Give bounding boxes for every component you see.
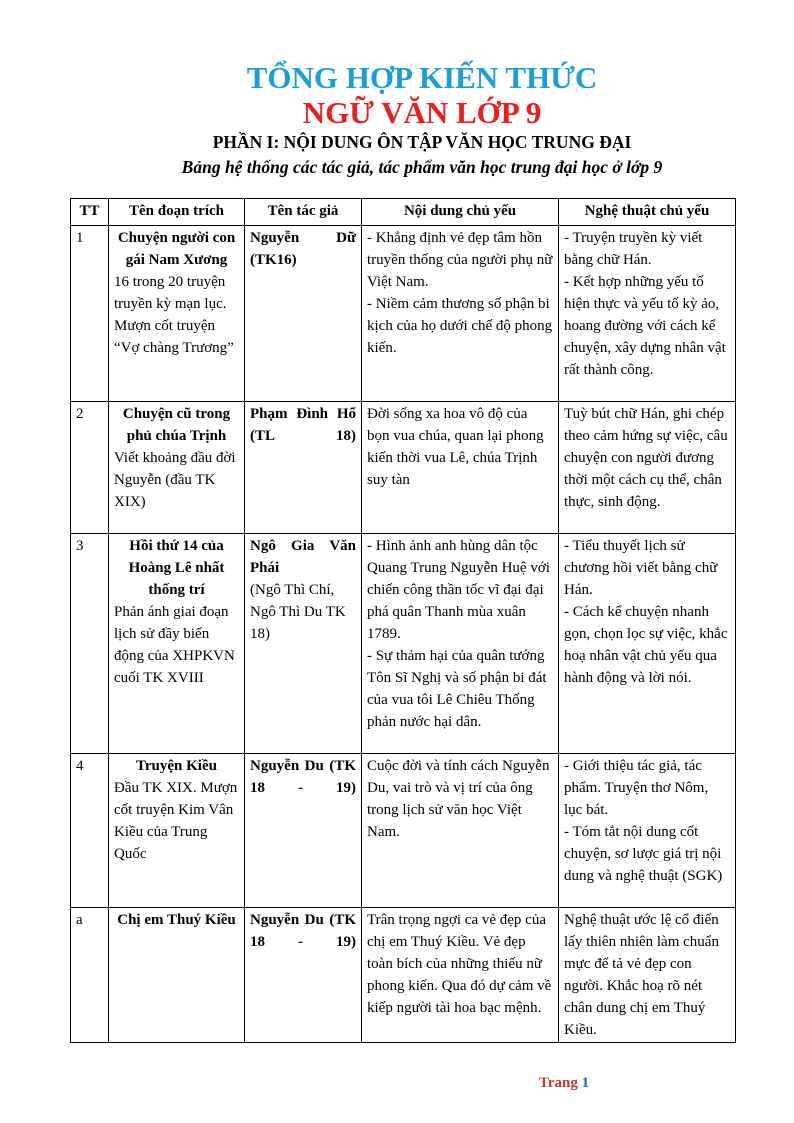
cell-author [245,226,362,402]
document-title-line-1: TỔNG HỢP KIẾN THỨC [246,60,598,95]
cell-author [245,402,362,534]
cell-work [109,534,245,754]
cell-art: - Truyện truyền kỳ viết bằng chữ Hán. - Kết hợp những yếu tố hiện thực và yếu tố kỳ ảo, hoang đường với cách kể chuyện, xây dựng nhân vật rất thành công. [559,226,736,402]
literature-summary-table [70,198,736,1043]
section-heading: PHẦN I: NỘI DUNG ÔN TẬP VĂN HỌC TRUNG ĐẠI [212,132,632,152]
work-title: Chị em Thuý Kiều [117,912,236,928]
cell-art: - Tiểu thuyết lịch sử chương hồi viết bằng chữ Hán. - Cách kể chuyện nhanh gọn, chọn lọc sự việc, khắc hoạ nhân vật chủ yếu qua hành động và lời nói. [559,534,736,754]
cell-work [109,402,245,534]
table-caption: Bảng hệ thống các tác giả, tác phẩm văn học trung đại học ở lớp 9 [181,157,663,177]
work-note: Đầu TK XIX. Mượn cốt truyện Kim Vân Kiều của Trung Quốc [114,780,238,862]
document-title-line-2: NGỮ VĂN LỚP 9 [302,95,542,130]
cell-author [245,754,362,908]
work-note: 16 trong 20 truyện truyền kỳ mạn lục. Mượn cốt truyện “Vợ chàng Trương” [114,274,234,356]
cell-work [109,754,245,908]
author-name: Ngô Gia Văn Phái [250,538,356,576]
cell-content: - Khẳng định vẻ đẹp tâm hồn truyền thống của người phụ nữ Việt Nam. - Niềm cảm thương số phận bi kịch của họ dưới chế độ phong kiến. [362,226,559,402]
page-label: Trang [539,1075,578,1091]
table-row [71,908,736,1043]
table-row [71,226,736,402]
cell-content: Cuộc đời và tính cách Nguyễn Du, vai trò và vị trí của ông trong lịch sử văn học Việt Nam. [362,754,559,908]
table-row [71,754,736,908]
work-note: Phản ánh giai đoạn lịch sử đầy biến động của XHPKVN cuối TK XVIII [114,604,235,686]
cell-work [109,226,245,402]
cell-tt: 2 [71,402,109,534]
header-art: Nghệ thuật chủ yếu [559,199,736,226]
header-content: Nội dung chủ yếu [362,199,559,226]
work-note: Viết khoảng đầu đời Nguyễn (đầu TK XIX) [114,450,236,510]
cell-tt: 1 [71,226,109,402]
author-name: Nguyễn Du (TK 18 - 19) [250,912,356,950]
cell-art: Tuỳ bút chữ Hán, ghi chép theo cảm hứng sự việc, câu chuyện con người đương thời một cách cụ thể, chân thực, sinh động. [559,402,736,534]
cell-author [245,534,362,754]
page-footer [539,1075,589,1092]
cell-tt: a [71,908,109,1043]
work-title: Chuyện cũ trong phủ chúa Trịnh [122,406,231,444]
cell-content: - Hình ảnh anh hùng dân tộc Quang Trung Nguyễn Huệ với chiến công thần tốc vĩ đại đại phá quân Thanh mùa xuân 1789. - Sự thảm hại của quân tướng Tôn Sĩ Nghị và số phận bi đát của vua tôi Lê Chiêu Thống phản nước hại dân. [362,534,559,754]
work-title: Truyện Kiều [136,758,217,774]
cell-content: Đời sống xa hoa vô độ của bọn vua chúa, quan lại phong kiến thời vua Lê, chúa Trịnh suy tàn [362,402,559,534]
work-title: Chuyện người con gái Nam Xương [117,230,236,268]
cell-content: Trân trọng ngợi ca vẻ đẹp của chị em Thuý Kiều. Vẻ đẹp toàn bích của những thiếu nữ phong kiến. Qua đó dự cảm về kiếp người tài hoa bạc mệnh. [362,908,559,1043]
cell-art: Nghệ thuật ước lệ cổ điển lấy thiên nhiên làm chuẩn mực để tả vẻ đẹp con người. Khắc hoạ rõ nét chân dung chị em Thuý Kiều. [559,908,736,1043]
table-row [71,402,736,534]
author-name: Nguyễn Dữ (TK16) [250,230,356,268]
table-header-row [71,199,736,226]
header-author: Tên tác giả [245,199,362,226]
work-title: Hồi thứ 14 của Hoàng Lê nhất thống trí [128,538,225,598]
table-row [71,534,736,754]
cell-tt: 4 [71,754,109,908]
header-work: Tên đoạn trích [109,199,245,226]
cell-tt: 3 [71,534,109,754]
author-note: (Ngô Thì Chí, Ngô Thì Du TK 18) [250,582,346,642]
author-name: Phạm Đình Hổ (TL 18) [250,406,356,444]
cell-author [245,908,362,1043]
author-name: Nguyễn Du (TK 18 - 19) [250,758,356,796]
header-tt: TT [71,199,109,226]
cell-art: - Giới thiệu tác giả, tác phẩm. Truyện thơ Nôm, lục bát. - Tóm tắt nội dung cốt chuyện, sơ lược giá trị nội dung và nghệ thuật (SGK) [559,754,736,908]
page-number: 1 [581,1075,590,1091]
cell-work [109,908,245,1043]
